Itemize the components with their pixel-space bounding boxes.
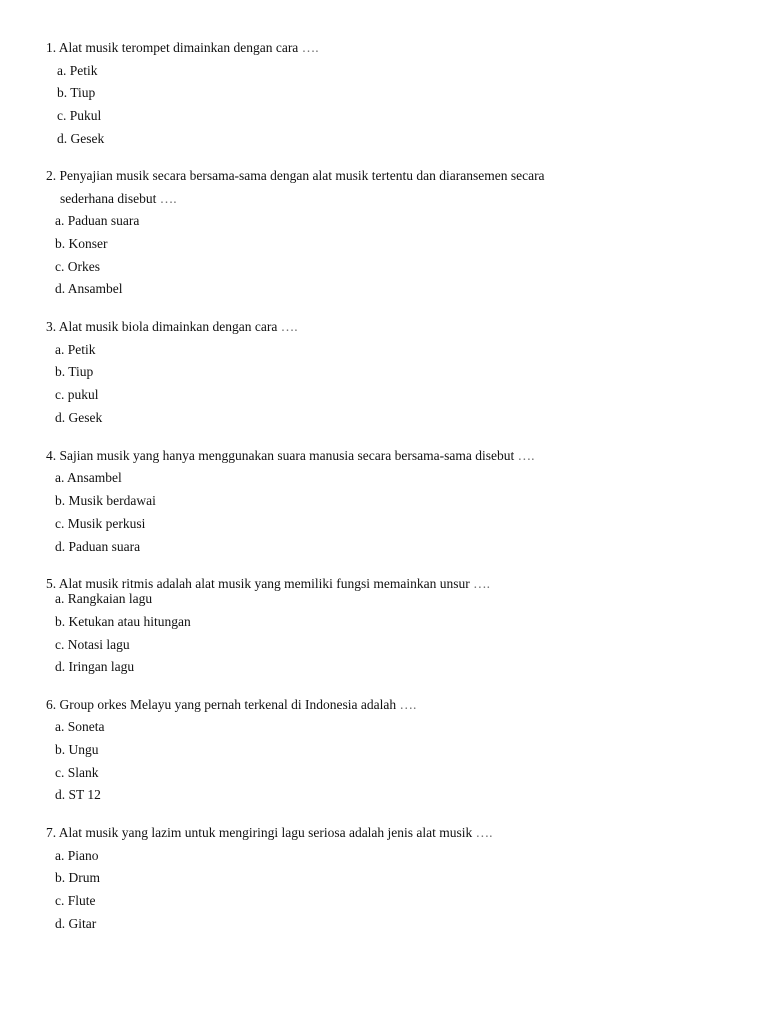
question-7-stem: 7. Alat musik yang lazim untuk mengiringi lagu seriosa adalah jenis alat musik bbox=[46, 825, 473, 840]
question-7-text bbox=[46, 826, 493, 840]
question-5-option-b: b. Ketukan atau hitungan bbox=[55, 614, 191, 629]
question-2-ellipsis: …. bbox=[159, 191, 177, 206]
question-5-text bbox=[46, 577, 490, 591]
question-3-option-c: c. pukul bbox=[55, 387, 99, 402]
question-7-option-b: b. Drum bbox=[55, 870, 100, 885]
question-1-option-b: b. Tiup bbox=[57, 85, 96, 100]
question-2-stem-line-2: sederhana disebut bbox=[60, 191, 157, 206]
question-6-text bbox=[46, 698, 416, 712]
question-7-option-d: d. Gitar bbox=[55, 916, 97, 931]
question-2-option-d: d. Ansambel bbox=[55, 281, 123, 296]
question-2-stem-line-1: 2. Penyajian musik secara bersama-sama dengan alat musik tertentu dan diaransemen secara bbox=[46, 168, 545, 183]
question-7-option-a: a. Piano bbox=[55, 848, 99, 863]
question-6-option-b: b. Ungu bbox=[55, 742, 99, 757]
question-7-option-c: c. Flute bbox=[55, 893, 96, 908]
question-5-ellipsis: …. bbox=[473, 576, 490, 591]
question-3-option-b: b. Tiup bbox=[55, 364, 94, 379]
question-4-text bbox=[46, 449, 534, 463]
question-5-option-a: a. Rangkaian lagu bbox=[55, 591, 153, 606]
question-6-stem: 6. Group orkes Melayu yang pernah terkenal di Indonesia adalah bbox=[46, 697, 397, 712]
question-4-stem: 4. Sajian musik yang hanya menggunakan suara manusia secara bersama-sama disebut bbox=[46, 448, 515, 463]
question-1-option-c: c. Pukul bbox=[57, 108, 102, 123]
question-5-option-c: c. Notasi lagu bbox=[55, 637, 130, 652]
question-6-ellipsis: …. bbox=[399, 697, 417, 712]
question-6-option-a: a. Soneta bbox=[55, 719, 105, 734]
question-5-option-d: d. Iringan lagu bbox=[55, 659, 135, 674]
question-5-stem: 5. Alat musik ritmis adalah alat musik yang memiliki fungsi memainkan unsur bbox=[46, 576, 470, 591]
question-4-ellipsis: …. bbox=[517, 448, 535, 463]
question-1-option-a: a. Petik bbox=[57, 63, 98, 78]
question-1-option-d: d. Gesek bbox=[57, 131, 105, 146]
question-4-option-c: c. Musik perkusi bbox=[55, 516, 146, 531]
question-6-option-d: d. ST 12 bbox=[55, 787, 101, 802]
question-2-option-c: c. Orkes bbox=[55, 259, 100, 274]
question-3-option-a: a. Petik bbox=[55, 342, 96, 357]
question-3-stem: 3. Alat musik biola dimainkan dengan cara bbox=[46, 319, 278, 334]
question-4-option-b: b. Musik berdawai bbox=[55, 493, 156, 508]
question-4-option-a: a. Ansambel bbox=[55, 470, 122, 485]
question-1-stem: 1. Alat musik terompet dimainkan dengan cara bbox=[46, 40, 299, 55]
question-2-option-a: a. Paduan suara bbox=[55, 213, 140, 228]
question-3-ellipsis: …. bbox=[280, 319, 298, 334]
question-4-option-d: d. Paduan suara bbox=[55, 539, 141, 554]
question-1-ellipsis: …. bbox=[301, 40, 319, 55]
question-6-option-c: c. Slank bbox=[55, 765, 99, 780]
question-3-text bbox=[46, 320, 298, 334]
question-3-option-d: d. Gesek bbox=[55, 410, 103, 425]
question-1-text bbox=[46, 41, 319, 55]
question-7-ellipsis: …. bbox=[475, 825, 493, 840]
question-2-text-line-2 bbox=[60, 192, 177, 206]
question-2-option-b: b. Konser bbox=[55, 236, 108, 251]
